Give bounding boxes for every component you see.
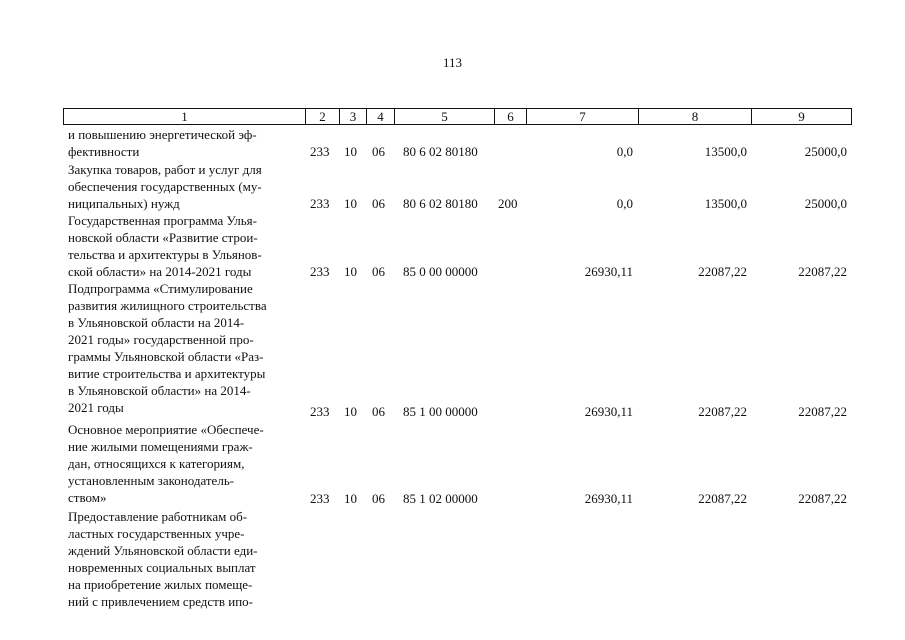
description-line: в Ульяновской области» на 2014-: [68, 383, 251, 398]
cell-razdel: 10: [344, 264, 357, 279]
description-line: развития жилищного строительства: [68, 298, 267, 313]
header-cell-1: 1: [63, 108, 305, 125]
description-line: ние жилыми помещениями граж-: [68, 439, 253, 454]
table-row: [0, 195, 905, 212]
description-line: новской области «Развитие строи-: [68, 230, 258, 245]
cell-glava: 233: [310, 196, 330, 211]
header-cell-7: 7: [526, 108, 638, 125]
cell-amount-col7: 0,0: [616, 144, 633, 159]
cell-target-article: 85 0 00 00000: [403, 264, 478, 279]
description-line: Подпрограмма «Стимулирование: [68, 281, 253, 296]
cell-amount-col9: 22087,22: [798, 264, 847, 279]
description-line: граммы Ульяновской области «Раз-: [68, 349, 264, 364]
cell-amount-col8: 22087,22: [698, 264, 747, 279]
cell-podrazdel: 06: [372, 404, 385, 419]
cell-amount-col7: 26930,11: [584, 264, 633, 279]
header-cell-5: 5: [394, 108, 494, 125]
description-line: дан, относящихся к категориям,: [68, 456, 245, 471]
table-row-description: [68, 280, 298, 416]
description-line: обеспечения государственных (му-: [68, 179, 262, 194]
cell-amount-col7: 26930,11: [584, 491, 633, 506]
cell-razdel: 10: [344, 144, 357, 159]
description-line: ждений Ульяновской области еди-: [68, 543, 258, 558]
header-cell-2: 2: [305, 108, 339, 125]
cell-amount-col7: 26930,11: [584, 404, 633, 419]
table-row-description: [68, 508, 298, 610]
description-line: на приобретение жилых помеще-: [68, 577, 253, 592]
cell-amount-col8: 22087,22: [698, 404, 747, 419]
header-cell-9: 9: [751, 108, 852, 125]
description-line: ниципальных) нужд: [68, 196, 180, 211]
cell-amount-col9: 22087,22: [798, 491, 847, 506]
header-cell-8: 8: [638, 108, 751, 125]
description-line: 2021 годы» государственной про-: [68, 332, 254, 347]
cell-glava: 233: [310, 491, 330, 506]
table-row: [0, 403, 905, 420]
description-line: новременных социальных выплат: [68, 560, 256, 575]
cell-razdel: 10: [344, 196, 357, 211]
table-row: [0, 263, 905, 280]
cell-target-article: 85 1 00 00000: [403, 404, 478, 419]
cell-expense-type: 200: [498, 196, 518, 211]
description-line: ластных государственных учре-: [68, 526, 245, 541]
header-cell-6: 6: [494, 108, 526, 125]
cell-razdel: 10: [344, 404, 357, 419]
description-line: Государственная программа Улья-: [68, 213, 257, 228]
cell-glava: 233: [310, 264, 330, 279]
description-line: Закупка товаров, работ и услуг для: [68, 162, 262, 177]
table-row: [0, 143, 905, 160]
cell-podrazdel: 06: [372, 196, 385, 211]
description-line: в Ульяновской области на 2014-: [68, 315, 245, 330]
cell-target-article: 85 1 02 00000: [403, 491, 478, 506]
cell-amount-col9: 25000,0: [804, 196, 847, 211]
cell-podrazdel: 06: [372, 491, 385, 506]
cell-podrazdel: 06: [372, 144, 385, 159]
description-line: установленным законодатель-: [68, 473, 235, 488]
description-line: фективности: [68, 144, 140, 159]
page-number: 113: [442, 55, 463, 70]
header-cell-4: 4: [366, 108, 394, 125]
cell-glava: 233: [310, 404, 330, 419]
description-line: тельства и архитектуры в Ульянов-: [68, 247, 262, 262]
cell-amount-col9: 25000,0: [804, 144, 847, 159]
description-line: ской области» на 2014-2021 годы: [68, 264, 252, 279]
description-line: витие строительства и архитектуры: [68, 366, 266, 381]
header-cell-3: 3: [339, 108, 366, 125]
table-row: [0, 490, 905, 507]
cell-amount-col7: 0,0: [616, 196, 633, 211]
cell-razdel: 10: [344, 491, 357, 506]
description-line: Основное мероприятие «Обеспече-: [68, 422, 264, 437]
cell-amount-col8: 22087,22: [698, 491, 747, 506]
cell-target-article: 80 6 02 80180: [403, 196, 478, 211]
description-line: Предоставление работникам об-: [68, 509, 248, 524]
cell-glava: 233: [310, 144, 330, 159]
description-line: 2021 годы: [68, 400, 124, 415]
cell-target-article: 80 6 02 80180: [403, 144, 478, 159]
cell-amount-col8: 13500,0: [704, 196, 747, 211]
description-line: ством»: [68, 490, 107, 505]
description-line: ний с привлечением средств ипо-: [68, 594, 253, 609]
cell-amount-col9: 22087,22: [798, 404, 847, 419]
cell-amount-col8: 13500,0: [704, 144, 747, 159]
cell-podrazdel: 06: [372, 264, 385, 279]
description-line: и повышению энергетической эф-: [68, 127, 257, 142]
